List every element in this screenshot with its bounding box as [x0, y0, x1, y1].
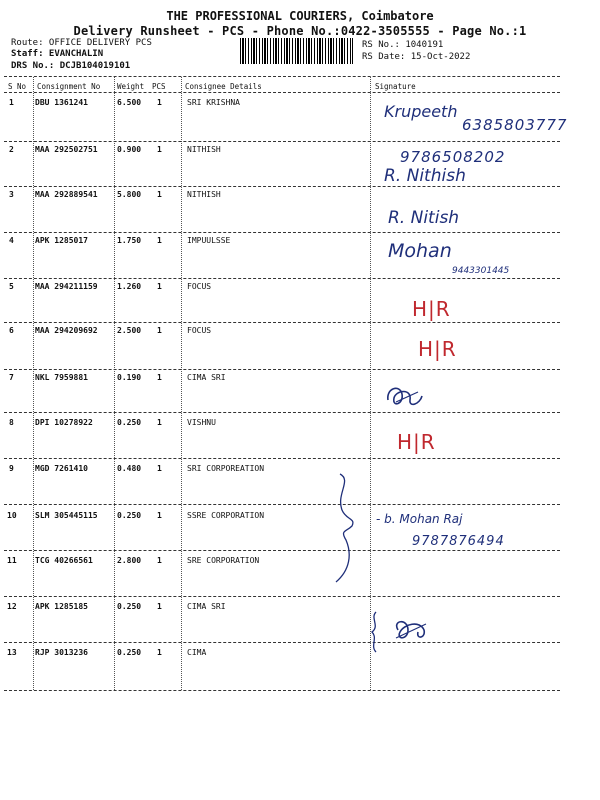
row-divider	[4, 690, 560, 691]
row-consignee: FOCUS	[187, 326, 212, 335]
row-consignment: MAA 294209692	[35, 326, 98, 335]
signature-row-1-phone: 6385803777	[462, 116, 568, 134]
row-divider	[4, 596, 560, 597]
row-consignee: CIMA SRI	[187, 373, 226, 382]
row-pcs: 1	[157, 190, 162, 199]
row-consignee: SRI CORPOREATION	[187, 464, 265, 473]
column-divider	[114, 77, 115, 690]
column-header-consignment: Consignment No	[37, 82, 101, 91]
header-bottom-divider	[4, 92, 560, 93]
row-sno: 2	[9, 145, 14, 154]
row-sno: 3	[9, 190, 14, 199]
row-consignee: IMPUULSSE	[187, 236, 231, 245]
row-consignment: MAA 294211159	[35, 282, 98, 291]
route-label: Route: OFFICE DELIVERY PCS	[11, 38, 152, 48]
row-sno: 11	[7, 556, 17, 565]
bracket-mark	[326, 470, 366, 590]
signature-row-10-phone: 9787876494	[412, 534, 505, 549]
row-pcs: 1	[157, 145, 162, 154]
row-consignment: MAA 292889541	[35, 190, 98, 199]
row-divider	[4, 186, 560, 187]
row-consignment: MGD 7261410	[35, 464, 88, 473]
row-divider	[4, 232, 560, 233]
row-consignee: NITHISH	[187, 190, 221, 199]
column-divider	[33, 77, 34, 690]
row-consignee: CIMA SRI	[187, 602, 226, 611]
signature-row-4-phone: 9443301445	[452, 266, 510, 276]
row-consignment: MAA 292502751	[35, 145, 98, 154]
row-sno: 9	[9, 464, 14, 473]
signature-row-3: R. Nitish	[388, 208, 460, 228]
row-pcs: 1	[157, 648, 162, 657]
row-consignee: VISHNU	[187, 418, 216, 427]
row-pcs: 1	[157, 418, 162, 427]
row-weight: 0.250	[117, 418, 142, 427]
row-weight: 1.750	[117, 236, 142, 245]
drs-number: DRS No.: DCJB104019101	[11, 61, 131, 71]
row-weight: 0.900	[117, 145, 142, 154]
barcode-image	[240, 38, 353, 64]
row-sno: 8	[9, 418, 14, 427]
row-weight: 0.250	[117, 602, 142, 611]
row-divider	[4, 369, 560, 370]
row-divider	[4, 278, 560, 279]
row-consignment: RJP 3013236	[35, 648, 88, 657]
row-consignment: SLM 305445115	[35, 511, 98, 520]
signature-row-4: Mohan	[388, 240, 452, 262]
row-consignee: SSRE CORPORATION	[187, 511, 265, 520]
row-pcs: 1	[157, 556, 162, 565]
row-pcs: 1	[157, 602, 162, 611]
row-consignment: APK 1285017	[35, 236, 88, 245]
column-header-sno: S No	[8, 82, 27, 91]
row-divider	[4, 550, 560, 551]
hr-stamp-row-5: H|R	[412, 297, 451, 321]
runsheet-title: Delivery Runsheet - PCS - Phone No.:0422-3505555 - Page No.:1	[73, 24, 527, 38]
row-weight: 0.250	[117, 648, 142, 657]
rs-date: RS Date: 15-Oct-2022	[362, 52, 471, 62]
company-title: THE PROFESSIONAL COURIERS, Coimbatore	[166, 9, 434, 23]
column-header-signature: Signature	[375, 82, 416, 91]
row-consignment: DBU 1361241	[35, 98, 88, 107]
row-pcs: 1	[157, 236, 162, 245]
staff-label: Staff: EVANCHALIN	[11, 49, 104, 59]
row-consignee: SRI KRISHNA	[187, 98, 240, 107]
signature-row-2-phone: 9786508202	[400, 148, 506, 166]
row-pcs: 1	[157, 326, 162, 335]
row-weight: 0.190	[117, 373, 142, 382]
rs-number: RS No.: 1040191	[362, 40, 444, 50]
signature-row-2: R. Nithish	[384, 166, 466, 186]
row-sno: 7	[9, 373, 14, 382]
row-pcs: 1	[157, 282, 162, 291]
row-pcs: 1	[157, 98, 162, 107]
row-divider	[4, 322, 560, 323]
row-weight: 5.800	[117, 190, 142, 199]
row-weight: 0.480	[117, 464, 142, 473]
row-pcs: 1	[157, 464, 162, 473]
row-divider	[4, 642, 560, 643]
row-divider	[4, 141, 560, 142]
row-pcs: 1	[157, 373, 162, 382]
column-divider	[181, 77, 182, 690]
row-consignment: TCG 40266561	[35, 556, 93, 565]
signature-row-10: - b. Mohan Raj	[376, 512, 463, 526]
row-sno: 12	[7, 602, 17, 611]
row-sno: 1	[9, 98, 14, 107]
signature-row-1: Krupeeth	[384, 102, 458, 121]
row-sno: 13	[7, 648, 17, 657]
row-weight: 1.260	[117, 282, 142, 291]
hr-stamp-row-6: H|R	[418, 337, 457, 361]
row-weight: 6.500	[117, 98, 142, 107]
signature-row-12	[368, 608, 440, 654]
signature-row-7	[382, 380, 430, 414]
column-header-consignee: Consignee Details	[185, 82, 262, 91]
hr-stamp-row-8: H|R	[397, 430, 436, 454]
row-weight: 2.500	[117, 326, 142, 335]
row-weight: 0.250	[117, 511, 142, 520]
row-sno: 5	[9, 282, 14, 291]
row-sno: 4	[9, 236, 14, 245]
row-sno: 10	[7, 511, 17, 520]
row-divider	[4, 504, 560, 505]
row-weight: 2.800	[117, 556, 142, 565]
column-divider	[370, 77, 371, 690]
row-consignee: CIMA	[187, 648, 207, 657]
column-header-pcs: PCS	[152, 82, 166, 91]
row-consignment: DPI 10278922	[35, 418, 93, 427]
row-pcs: 1	[157, 511, 162, 520]
row-consignee: SRE CORPORATION	[187, 556, 260, 565]
row-consignee: FOCUS	[187, 282, 212, 291]
row-divider	[4, 412, 560, 413]
row-consignment: APK 1285185	[35, 602, 88, 611]
column-header-weight: Weight	[117, 82, 145, 91]
row-consignment: NKL 7959881	[35, 373, 88, 382]
row-consignee: NITHISH	[187, 145, 221, 154]
header-top-divider	[4, 76, 560, 77]
row-sno: 6	[9, 326, 14, 335]
row-divider	[4, 458, 560, 459]
